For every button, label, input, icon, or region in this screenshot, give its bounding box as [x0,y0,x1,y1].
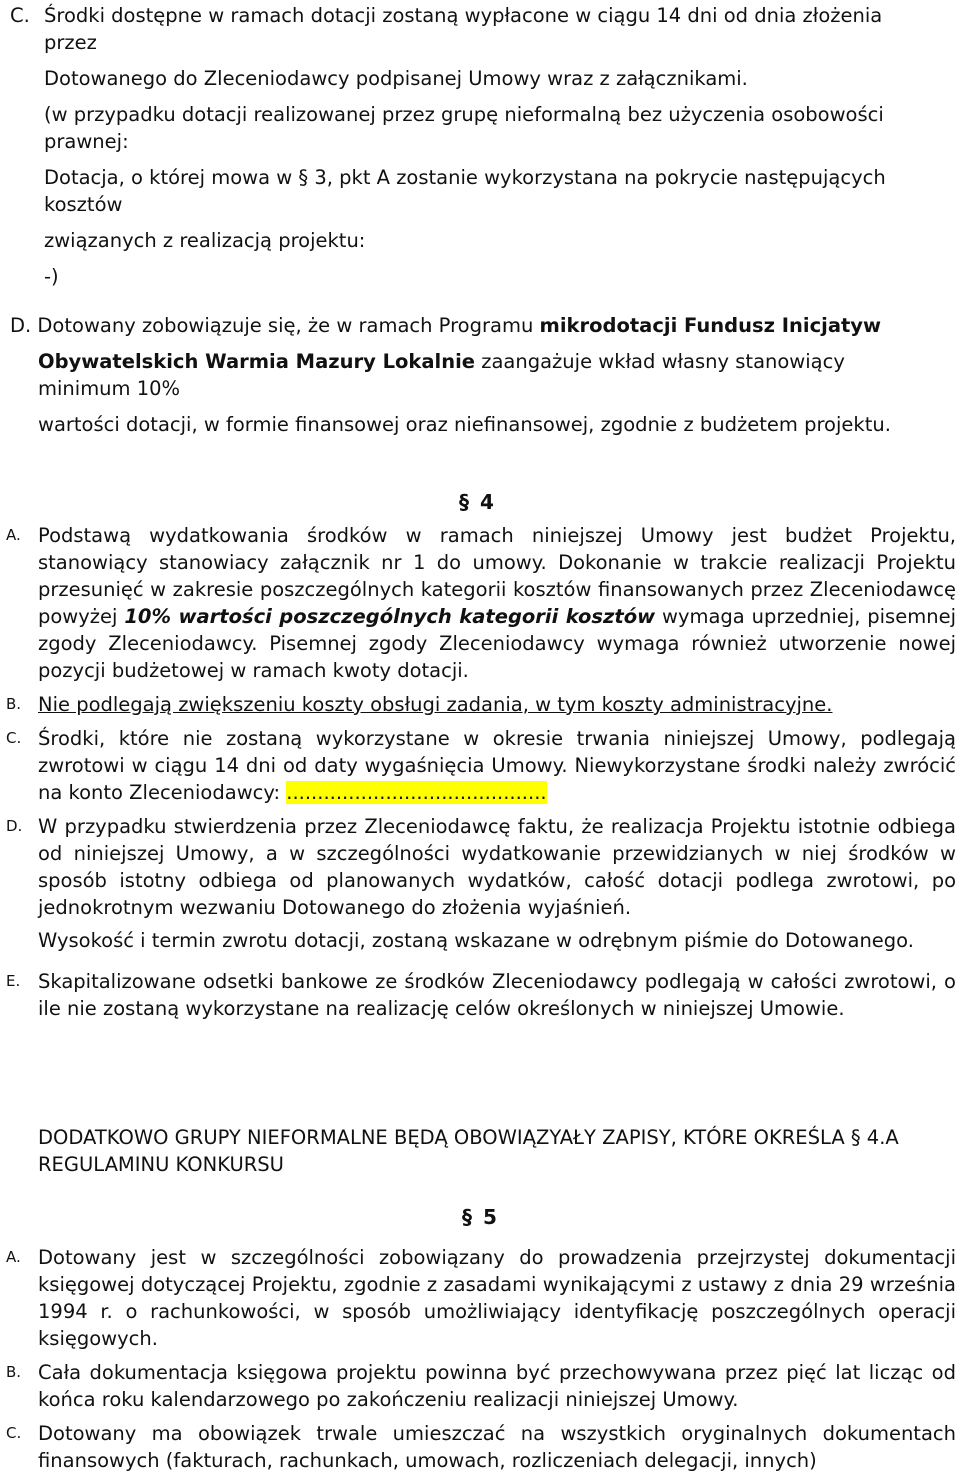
list-item [6,813,956,954]
section-5-list [6,1244,956,1481]
text-run: Wysokość i termin zwrotu dotacji, zostaną wskazane w odrębnym piśmie do Dotowanego. [38,929,914,952]
list-item [6,691,956,718]
list-item [6,1420,956,1474]
paragraph-line: Środki dostępne w ramach dotacji zostaną wypłacone w ciągu 14 dni od dnia złożenia [44,4,883,27]
program-name-bold: Obywatelskich Warmia Mazury Lokalnie [38,350,476,373]
item-letter: C. [6,729,22,747]
emphasis-text: 10% wartości poszczególnych kategorii kosztów [124,605,656,628]
section-heading-5: § 5 [462,1205,499,1229]
paragraph-line: prawnej: [44,130,129,153]
list-item [6,968,956,1022]
text-run: Dotowany zobowiązuje się, że w ramach Programu [37,314,540,337]
item-letter: B. [6,1363,22,1381]
item-letter: C. [10,4,30,27]
paragraph-line: przez [44,31,97,54]
text-run: Podstawą wydatkowania środków w ramach niniejszej Umowy jest budżet Projektu, stanowiący stanowiacy załącznik nr 1 do umowy. Dokonanie w trakcie realizacji Projektu przesunięć w zakresie poszczególnych kategorii kosztów finansowanych przez Zleceniodawcę powyżej [38,524,956,628]
highlighted-blank: .......................................... [286,781,547,804]
paragraph-line: minimum 10% [38,377,181,400]
section-heading-4: § 4 [459,490,496,514]
paragraph-line: wartości dotacji, w formie finansowej oraz niefinansowej, zgodnie z budżetem projektu. [38,413,891,436]
text-run: W przypadku stwierdzenia przez Zleceniodawcę faktu, że realizacja Projektu istotnie odbiega od niniejszej Umowy, a w szczególności wydatkowanie przewidzianych w niej środków w sposób istotny odbiega od planowanych wydatków, całość dotacji podlega zwrotowi, po jednokrotnym wezwaniu Dotowanego do złożenia wyjaśnień. [38,815,956,919]
item-text: Dotowany ma obowiązek trwale umieszczać na wszystkich oryginalnych dokumentach finansowych (fakturach, rachunkach, umowach, rozliczeniach delegacji, innych) [38,1422,956,1472]
item-letter: C. [6,1424,22,1442]
item-text: Cała dokumentacja księgowa projektu powinna być przechowywana przez pięć lat licząc od końca roku kalendarzowego po zakończeniu realizacji niniejszej Umowy. [38,1361,956,1411]
item-letter: E. [6,972,21,990]
paragraph-line: Dotacja, o której mowa w § 3, pkt A zostanie wykorzystana na pokrycie następujących [44,166,886,189]
item-letter: D. [10,314,32,337]
paragraph-line: kosztów [44,193,123,216]
item-text: Dotowany jest w szczególności zobowiązany do prowadzenia przejrzystej dokumentacji księgowej dotyczącej Projektu, zgodnie z zasadami wynikającymi z ustawy z dnia 29 września 1994 r. o rachunkowości, w sposób umożliwiający identyfikację poszczególnych operacji księgowych. [38,1246,956,1350]
paragraph-line: Dotowanego do Zleceniodawcy podpisanej Umowy wraz z załącznikami. [44,67,748,90]
list-item [6,725,956,806]
item-letter: A. [6,1248,21,1266]
item-text [38,691,956,718]
paragraph-d-own-contribution [10,312,956,438]
paragraph-c-funds-payout [10,2,955,290]
paragraph-line [10,312,956,339]
text-run: Środki, które nie zostaną wykorzystane w okresie trwania niniejszej Umowy, podlegają zwrotowi w ciągu 14 dni od daty wygaśnięcia Umowy. Niewykorzystane środki należy zwrócić na konto Zleceniodawcy: [38,727,956,804]
text-run: wymaga uprzedniej, pisemnej zgody Zleceniodawcy. Pisemnej zgody Zleceniodawcy wymaga również utworzenie nowej pozycji budżetowej w ramach kwoty dotacji. [38,605,956,682]
paragraph-line: -) [44,265,59,288]
paragraph-line: (w przypadku dotacji realizowanej przez grupę nieformalną bez użyczenia osobowości [44,103,884,126]
notice-informal-groups: DODATKOWO GRUPY NIEFORMALNE BĘDĄ OBOWIĄZYAŁY ZAPISY, KTÓRE OKREŚLA § 4.A REGULAMINU KONKURSU [38,1126,899,1176]
paragraph-line [38,348,956,375]
item-text [38,725,956,806]
list-item [6,1244,956,1352]
program-name-bold: mikrodotacji Fundusz Inicjatyw [539,314,882,337]
item-letter: B. [6,695,22,713]
item-text [38,813,956,954]
text-run: zaangażuje wkład własny stanowiący [475,350,845,373]
section-4-list [6,522,956,1029]
item-letter: A. [6,526,21,544]
list-item [6,1359,956,1413]
paragraph-line: związanych z realizacją projektu: [44,229,366,252]
underlined-text: Nie podlegają zwiększeniu koszty obsługi zadania, w tym koszty administracyjne. [38,693,833,716]
item-text [38,522,956,684]
list-item [6,522,956,684]
item-letter: D. [6,817,23,835]
item-text: Skapitalizowane odsetki bankowe ze środków Zleceniodawcy podlegają w całości zwrotowi, o ile nie zostaną wykorzystane na realizację celów określonych w niniejszej Umowie. [38,970,956,1020]
